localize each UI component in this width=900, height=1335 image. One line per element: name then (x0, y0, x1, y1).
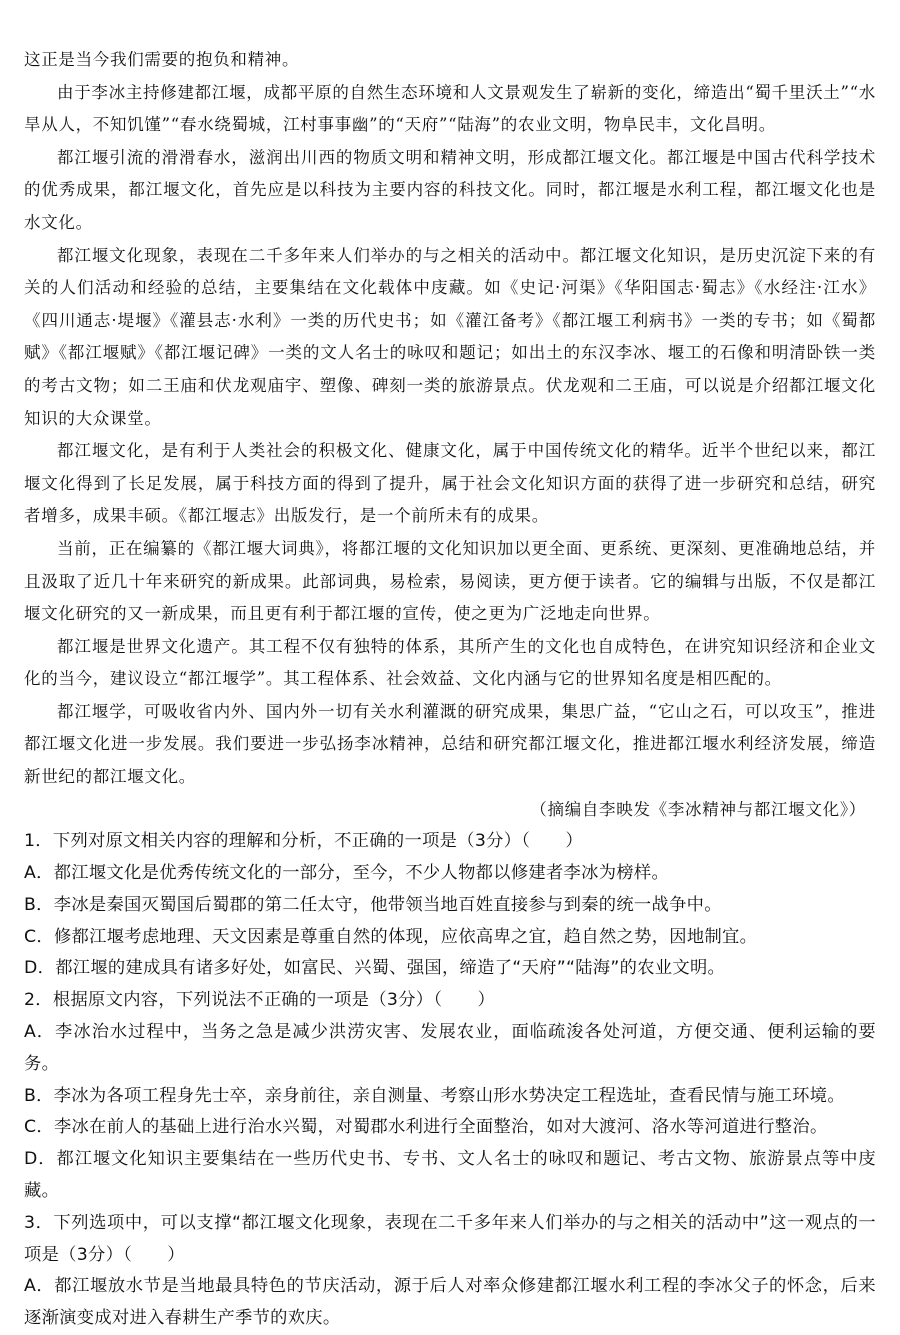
questions (24, 826, 876, 1335)
passage (24, 44, 876, 826)
paragraph: 都江堰学，可吸收省内外、国内外一切有关水利灌溉的研究成果，集思广益，“它山之石，可以攻玉”，推进都江堰文化进一步发展。我们要进一步弘扬李冰精神，总结和研究都江堰文化，推进都江堰水利经济发展，缔造新世纪的都江堰文化。 (24, 701, 876, 787)
question-stem: 2．根据原文内容，下列说法不正确的一项是（3分）（ ） (24, 990, 496, 1011)
paragraph: 都江堰文化，是有利于人类社会的积极文化、健康文化，属于中国传统文化的精华。近半个世纪以来，都江堰文化得到了长足发展，属于科技方面的得到了提升，属于社会文化知识方面的获得了进一步研究和总结，研究者增多，成果丰硕。《都江堰志》出版发行，是一个前所未有的成果。 (24, 441, 876, 526)
paragraph: 当前，正在编纂的《都江堰大词典》，将都江堰的文化知识加以更全面、更系统、更深刻、更准确地总结，并且汲取了近几十年来研究的新成果。此部词典，易检索，易阅读，更方便于读者。它的编辑与出版，不仅是都江堰文化研究的又一新成果，而且更有利于都江堰的宣传，使之更为广泛地走向世界。 (24, 538, 876, 624)
paragraph: 都江堰是世界文化遗产。其工程不仅有独特的体系，其所产生的文化也自成特色，在讲究知识经济和企业文化的当今，建议设立“都江堰学”。其工程体系、社会效益、文化内涵与它的世界知名度是相匹配的。 (24, 636, 876, 689)
paragraph: 都江堰文化现象，表现在二千多年来人们举办的与之相关的活动中。都江堰文化知识，是历史沉淀下来的有关的人们活动和经验的总结，主要集结在文化载体中庋藏。如《史记·河渠》《华阳国志·蜀志》《水经注·江水》《四川通志·堤堰》《灌县志·水利》一类的历代史书；如《灌江备考》《都江堰工利病书》一类的专书；如《蜀都赋》《都江堰赋》《都江堰记碑》一类的文人名士的咏叹和题记；如出土的东汉李冰、堰工的石像和明清卧铁一类的考古文物；如二王庙和伏龙观庙宇、塑像、碑刻一类的旅游景点。伏龙观和二王庙，可以说是介绍都江堰文化知识的大众课堂。 (24, 245, 876, 428)
paragraph: 由于李冰主持修建都江堰，成都平原的自然生态环境和人文景观发生了崭新的变化，缔造出“蜀千里沃土”“水旱从人，不知饥馑”“春水绕蜀城，江村事事幽”的“天府”“陆海”的农业文明，物阜民丰，文化昌明。 (24, 82, 876, 135)
document-page (24, 44, 876, 1335)
question-stem: 3．下列选项中，可以支撑“都江堰文化现象，表现在二千多年来人们举办的与之相关的活动中”这一观点的一项是（3分）（ ） (24, 1212, 876, 1265)
answer-option: A．李冰治水过程中，当务之急是减少洪涝灾害、发展农业，面临疏浚各处河道，方便交通、便利运输的要务。 (24, 1022, 876, 1074)
paragraph: 都江堰引流的滑滑春水，滋润出川西的物质文明和精神文明，形成都江堰文化。都江堰是中国古代科学技术的优秀成果，都江堰文化，首先应是以科技为主要内容的科技文化。同时，都江堰是水利工程，都江堰文化也是水文化。 (24, 147, 876, 232)
source-citation: （摘编自李映发《李冰精神与都江堰文化》） (530, 799, 866, 819)
answer-option: D．都江堰文化知识主要集结在一些历代史书、专书、文人名士的咏叹和题记、考古文物、旅游景点等中庋藏。 (24, 1149, 876, 1202)
answer-option: D．都江堰的建成具有诸多好处，如富民、兴蜀、强国，缔造了“天府”“陆海”的农业文明。 (24, 958, 726, 979)
answer-option: B．李冰是秦国灭蜀国后蜀郡的第二任太守，他带领当地百姓直接参与到秦的统一战争中。 (24, 894, 722, 915)
answer-option: A．都江堰文化是优秀传统文化的一部分，至今，不少人物都以修建者李冰为榜样。 (24, 863, 670, 884)
answer-option: A．都江堰放水节是当地最具特色的节庆活动，源于后人对率众修建都江堰水利工程的李冰父子的怀念，后来逐渐演变成对进入春耕生产季节的欢庆。 (24, 1276, 876, 1329)
paragraph: 这正是当今我们需要的抱负和精神。 (24, 50, 300, 69)
answer-option: B．李冰为各项工程身先士卒，亲身前往，亲自测量、考察山形水势决定工程选址，查看民情与施工环境。 (24, 1085, 845, 1106)
answer-option: C．李冰在前人的基础上进行治水兴蜀，对蜀郡水利进行全面整治，如对大渡河、洛水等河道进行整治。 (24, 1117, 828, 1138)
question-stem: 1．下列对原文相关内容的理解和分析，不正确的一项是（3分）（ ） (24, 831, 583, 852)
answer-option: C．修都江堰考虑地理、天文因素是尊重自然的体现，应依高卑之宜，趋自然之势，因地制宜。 (24, 926, 758, 947)
